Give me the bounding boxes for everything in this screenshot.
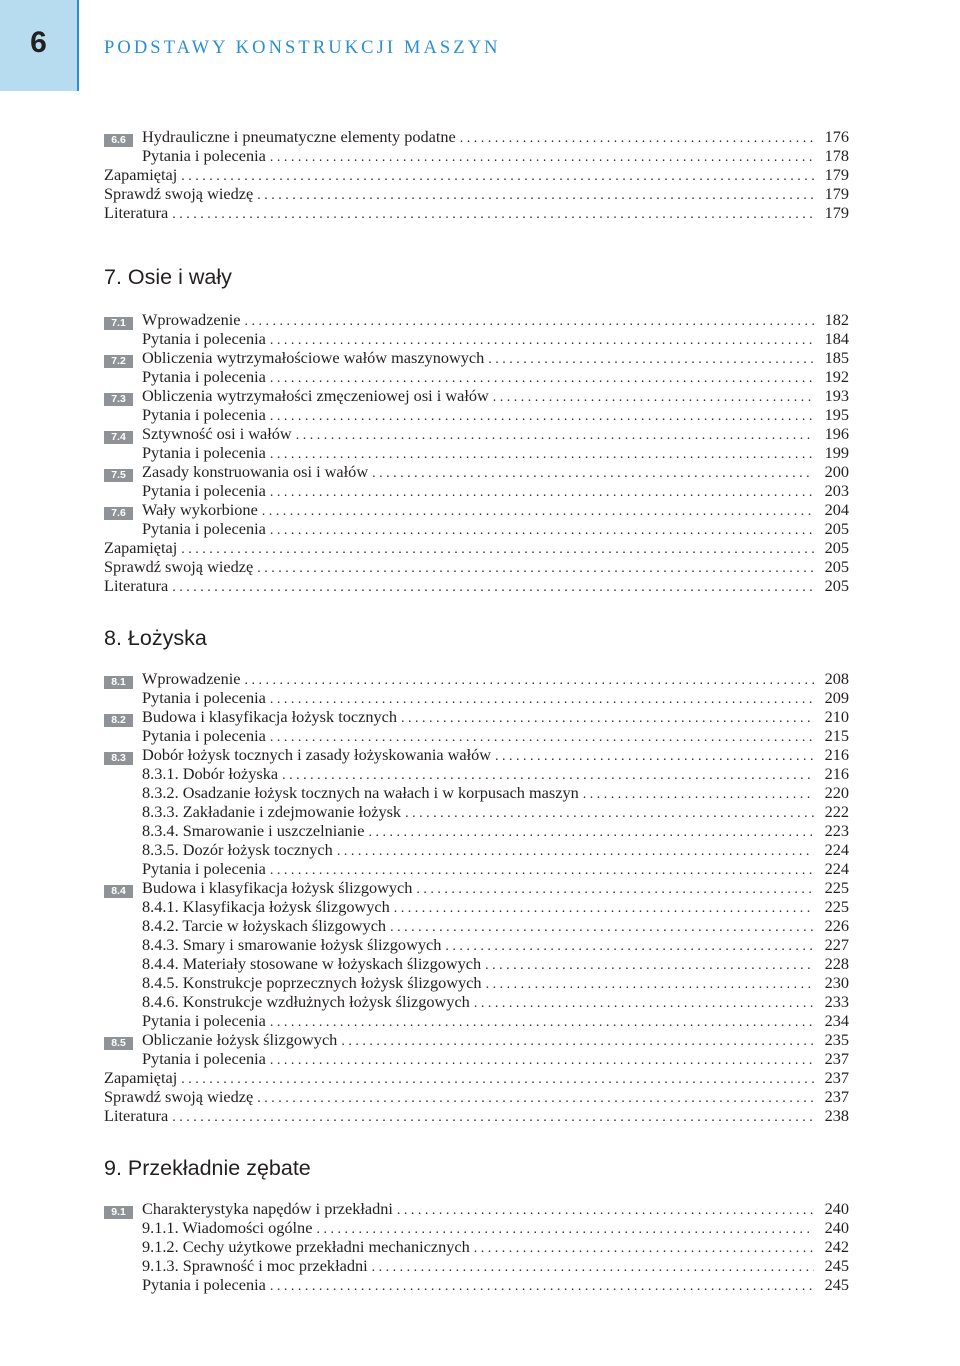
- toc-entry[interactable]: [104, 1199, 849, 1218]
- dot-leader: [390, 918, 814, 937]
- toc-entry[interactable]: [104, 802, 849, 821]
- dot-leader: [488, 350, 814, 369]
- toc-entry-page: 226: [824, 916, 849, 935]
- toc-entry[interactable]: [104, 859, 849, 878]
- toc-entry-title: Sprawdź swoją wiedzę: [104, 184, 254, 203]
- toc-entry-page: 196: [824, 424, 849, 443]
- toc-entry-page: 237: [824, 1068, 849, 1087]
- section-number-badge: 8.3: [104, 752, 133, 765]
- toc-entry-page: 237: [824, 1087, 849, 1106]
- toc-entry-title: Pytania i polecenia: [142, 481, 266, 500]
- dot-leader: [245, 312, 814, 331]
- toc-entry[interactable]: [104, 500, 849, 519]
- toc-entry-title: 8.3.1. Dobór łożyska: [142, 764, 279, 783]
- toc-entry-title: 8.3.3. Zakładanie i zdejmowanie łożysk: [142, 802, 402, 821]
- toc-entry-page: 224: [824, 840, 849, 859]
- dot-leader: [270, 483, 814, 502]
- toc-entry-title: 8.4.4. Materiały stosowane w łożyskach ślizgowych: [142, 954, 482, 973]
- toc-entry-title: 8.3.5. Dozór łożysk tocznych: [142, 840, 333, 859]
- toc-entry-title: Pytania i polecenia: [142, 688, 266, 707]
- toc-entry-page: 245: [824, 1275, 849, 1294]
- toc-entry-title: Wprowadzenie: [142, 310, 241, 329]
- toc-entry[interactable]: [104, 726, 849, 745]
- dot-leader: [341, 1032, 814, 1051]
- toc-entry-title: Pytania i polecenia: [142, 1011, 266, 1030]
- toc-entry-title: Budowa i klasyfikacja łożysk tocznych: [142, 707, 397, 726]
- toc-entry-title: Pytania i polecenia: [142, 146, 266, 165]
- toc-entry-title: Literatura: [104, 1106, 169, 1125]
- toc-entry-title: 9.1.3. Sprawność i moc przekładni: [142, 1256, 368, 1275]
- toc-entry-page: 193: [824, 386, 849, 405]
- toc-entry[interactable]: [104, 519, 849, 538]
- section-number-badge: 7.3: [104, 393, 133, 406]
- toc-entry[interactable]: [104, 462, 849, 481]
- toc-entry-title: Pytania i polecenia: [142, 329, 266, 348]
- dot-leader: [296, 426, 814, 445]
- dot-leader: [337, 842, 814, 861]
- dot-leader: [372, 1258, 814, 1277]
- toc-entry-title: Pytania i polecenia: [142, 726, 266, 745]
- dot-leader: [270, 1051, 814, 1070]
- dot-leader: [486, 975, 814, 994]
- toc-entry-page: 204: [824, 500, 849, 519]
- toc-entry[interactable]: [104, 764, 849, 783]
- toc-entry[interactable]: [104, 688, 849, 707]
- dot-leader: [181, 1070, 814, 1089]
- dot-leader: [181, 540, 814, 559]
- toc-entry-title: Zapamiętaj: [104, 538, 178, 557]
- toc-entry-page: 222: [824, 802, 849, 821]
- toc-entry-title: Hydrauliczne i pneumatyczne elementy podatne: [142, 127, 456, 146]
- dot-leader: [583, 785, 814, 804]
- toc-entry[interactable]: [104, 576, 849, 595]
- toc-entry[interactable]: [104, 386, 849, 405]
- dot-leader: [493, 388, 814, 407]
- toc-entry[interactable]: [104, 329, 849, 348]
- toc-entry-title: Pytania i polecenia: [142, 405, 266, 424]
- toc-entry-page: 182: [824, 310, 849, 329]
- section-number-badge: 8.5: [104, 1037, 133, 1050]
- toc-entry-page: 205: [824, 538, 849, 557]
- toc-entry-title: Sztywność osi i wałów: [142, 424, 292, 443]
- toc-entry-page: 210: [824, 707, 849, 726]
- toc-entry[interactable]: [104, 405, 849, 424]
- toc-entry-page: 220: [824, 783, 849, 802]
- dot-leader: [270, 521, 814, 540]
- toc-entry[interactable]: [104, 1275, 849, 1294]
- toc-entry-title: Sprawdź swoją wiedzę: [104, 1087, 254, 1106]
- dot-leader: [257, 559, 814, 578]
- toc-entry-page: 242: [824, 1237, 849, 1256]
- toc-entry[interactable]: [104, 916, 849, 935]
- toc-entry[interactable]: [104, 310, 849, 329]
- toc-entry-page: 224: [824, 859, 849, 878]
- toc-entry[interactable]: [104, 707, 849, 726]
- toc-entry-page: 209: [824, 688, 849, 707]
- section-number-badge: 7.5: [104, 469, 133, 482]
- toc-entry[interactable]: [104, 783, 849, 802]
- toc-entry-page: 237: [824, 1049, 849, 1068]
- toc-entry[interactable]: [104, 1087, 849, 1106]
- toc-entry-title: Pytania i polecenia: [142, 1049, 266, 1068]
- toc-entry-title: 8.3.4. Smarowanie i uszczelnianie: [142, 821, 365, 840]
- toc-entry[interactable]: [104, 821, 849, 840]
- dot-leader: [394, 899, 814, 918]
- toc-entry-title: Obliczenia wytrzymałościowe wałów maszynowych: [142, 348, 485, 367]
- toc-entry-page: 203: [824, 481, 849, 500]
- dot-leader: [262, 502, 814, 521]
- toc-entry[interactable]: [104, 481, 849, 500]
- section-number-badge: 7.2: [104, 355, 133, 368]
- toc-entry-page: 240: [824, 1199, 849, 1218]
- toc-entry-page: 199: [824, 443, 849, 462]
- toc-entry-title: Zasady konstruowania osi i wałów: [142, 462, 369, 481]
- dot-leader: [474, 994, 814, 1013]
- toc-entry-title: Literatura: [104, 576, 169, 595]
- chapter-heading: 8. Łożyska: [104, 626, 207, 650]
- dot-leader: [445, 937, 814, 956]
- toc-entry-page: 176: [824, 127, 849, 146]
- dot-leader: [257, 186, 814, 205]
- toc-entry-title: Budowa i klasyfikacja łożysk ślizgowych: [142, 878, 413, 897]
- toc-entry-page: 234: [824, 1011, 849, 1030]
- toc-entry[interactable]: [104, 992, 849, 1011]
- toc-entry[interactable]: [104, 443, 849, 462]
- toc-entry-page: 179: [824, 165, 849, 184]
- table-of-contents: [104, 127, 849, 1294]
- section-number-badge: 8.1: [104, 676, 133, 689]
- toc-entry[interactable]: [104, 1218, 849, 1237]
- toc-entry-title: Literatura: [104, 203, 169, 222]
- toc-entry-title: Zapamiętaj: [104, 165, 178, 184]
- toc-entry-page: 235: [824, 1030, 849, 1049]
- dot-leader: [368, 823, 814, 842]
- toc-entry-page: 228: [824, 954, 849, 973]
- dot-leader: [257, 1089, 814, 1108]
- toc-entry-page: 225: [824, 897, 849, 916]
- toc-entry-page: 208: [824, 669, 849, 688]
- dot-leader: [172, 578, 814, 597]
- toc-entry[interactable]: [104, 367, 849, 386]
- toc-entry-title: Zapamiętaj: [104, 1068, 178, 1087]
- toc-entry-page: 205: [824, 519, 849, 538]
- toc-entry[interactable]: [104, 1030, 849, 1049]
- section-number-badge: 8.4: [104, 885, 133, 898]
- toc-entry-page: 192: [824, 367, 849, 386]
- toc-entry-title: Pytania i polecenia: [142, 519, 266, 538]
- chapter-heading: 7. Osie i wały: [104, 265, 232, 289]
- dot-leader: [181, 167, 814, 186]
- toc-entry[interactable]: [104, 1237, 849, 1256]
- toc-entry-title: Dobór łożysk tocznych i zasady łożyskowania wałów: [142, 745, 492, 764]
- section-number-badge: 7.6: [104, 507, 133, 520]
- page-number: 6: [30, 26, 47, 59]
- toc-entry[interactable]: [104, 348, 849, 367]
- dot-leader: [270, 148, 814, 167]
- toc-entry-page: 215: [824, 726, 849, 745]
- toc-entry-page: 223: [824, 821, 849, 840]
- toc-entry-page: 245: [824, 1256, 849, 1275]
- toc-entry[interactable]: [104, 146, 849, 165]
- toc-entry-title: Charakterystyka napędów i przekładni: [142, 1199, 393, 1218]
- toc-entry-title: 8.4.6. Konstrukcje wzdłużnych łożysk ślizgowych: [142, 992, 470, 1011]
- dot-leader: [405, 804, 814, 823]
- toc-entry-title: Pytania i polecenia: [142, 367, 266, 386]
- toc-entry[interactable]: [104, 1256, 849, 1275]
- dot-leader: [485, 956, 814, 975]
- toc-entry-page: 225: [824, 878, 849, 897]
- toc-entry-page: 227: [824, 935, 849, 954]
- toc-entry-title: Wały wykorbione: [142, 500, 258, 519]
- toc-entry-title: 8.4.3. Smary i smarowanie łożysk ślizgowych: [142, 935, 442, 954]
- dot-leader: [270, 1277, 814, 1296]
- toc-entry-page: 238: [824, 1106, 849, 1125]
- toc-entry[interactable]: [104, 127, 849, 146]
- toc-entry[interactable]: [104, 935, 849, 954]
- toc-entry-page: 233: [824, 992, 849, 1011]
- toc-entry[interactable]: [104, 954, 849, 973]
- dot-leader: [172, 1108, 814, 1127]
- toc-entry-title: Obliczanie łożysk ślizgowych: [142, 1030, 338, 1049]
- toc-entry-title: Pytania i polecenia: [142, 859, 266, 878]
- toc-entry-page: 179: [824, 184, 849, 203]
- dot-leader: [401, 709, 814, 728]
- dot-leader: [245, 671, 814, 690]
- toc-entry-page: 185: [824, 348, 849, 367]
- dot-leader: [270, 407, 814, 426]
- toc-entry-title: 8.4.5. Konstrukcje poprzecznych łożysk ślizgowych: [142, 973, 482, 992]
- toc-entry-page: 205: [824, 557, 849, 576]
- toc-entry[interactable]: [104, 165, 849, 184]
- toc-entry-page: 240: [824, 1218, 849, 1237]
- toc-entry[interactable]: [104, 538, 849, 557]
- running-title: PODSTAWY KONSTRUKCJI MASZYN: [104, 38, 501, 58]
- toc-entry[interactable]: [104, 424, 849, 443]
- toc-entry-title: 9.1.2. Cechy użytkowe przekładni mechanicznych: [142, 1237, 470, 1256]
- toc-entry[interactable]: [104, 897, 849, 916]
- header-divider: [77, 0, 79, 91]
- toc-entry-page: 216: [824, 764, 849, 783]
- toc-entry-page: 184: [824, 329, 849, 348]
- toc-entry-page: 179: [824, 203, 849, 222]
- toc-entry[interactable]: [104, 184, 849, 203]
- toc-entry[interactable]: [104, 840, 849, 859]
- toc-entry-title: 8.3.2. Osadzanie łożysk tocznych na wałach i w korpusach maszyn: [142, 783, 579, 802]
- toc-entry-title: Obliczenia wytrzymałości zmęczeniowej osi i wałów: [142, 386, 489, 405]
- section-number-badge: 7.4: [104, 431, 133, 444]
- toc-entry-page: 200: [824, 462, 849, 481]
- toc-entry[interactable]: [104, 1068, 849, 1087]
- toc-entry-page: 195: [824, 405, 849, 424]
- toc-entry-title: Wprowadzenie: [142, 669, 241, 688]
- dot-leader: [495, 747, 814, 766]
- toc-entry[interactable]: [104, 1106, 849, 1125]
- toc-entry-title: 8.4.1. Klasyfikacja łożysk ślizgowych: [142, 897, 390, 916]
- dot-leader: [397, 1201, 814, 1220]
- section-number-badge: 8.2: [104, 714, 133, 727]
- dot-leader: [416, 880, 814, 899]
- toc-entry-title: Sprawdź swoją wiedzę: [104, 557, 254, 576]
- dot-leader: [172, 205, 814, 224]
- toc-entry-page: 178: [824, 146, 849, 165]
- toc-entry-title: 8.4.2. Tarcie w łożyskach ślizgowych: [142, 916, 387, 935]
- dot-leader: [372, 464, 814, 483]
- toc-entry[interactable]: [104, 669, 849, 688]
- section-number-badge: 6.6: [104, 134, 133, 147]
- toc-entry-title: Pytania i polecenia: [142, 1275, 266, 1294]
- dot-leader: [270, 1013, 814, 1032]
- toc-entry[interactable]: [104, 745, 849, 764]
- toc-entry-page: 230: [824, 973, 849, 992]
- toc-entry-title: Pytania i polecenia: [142, 443, 266, 462]
- toc-entry-title: 9.1.1. Wiadomości ogólne: [142, 1218, 313, 1237]
- dot-leader: [474, 1239, 814, 1258]
- toc-entry[interactable]: [104, 1011, 849, 1030]
- toc-entry[interactable]: [104, 557, 849, 576]
- toc-entry[interactable]: [104, 1049, 849, 1068]
- toc-entry-page: 205: [824, 576, 849, 595]
- toc-entry[interactable]: [104, 203, 849, 222]
- dot-leader: [460, 129, 814, 148]
- section-number-badge: 9.1: [104, 1206, 133, 1219]
- chapter-heading: 9. Przekładnie zębate: [104, 1156, 311, 1180]
- section-number-badge: 7.1: [104, 317, 133, 330]
- toc-entry-page: 216: [824, 745, 849, 764]
- toc-entry[interactable]: [104, 878, 849, 897]
- toc-entry[interactable]: [104, 973, 849, 992]
